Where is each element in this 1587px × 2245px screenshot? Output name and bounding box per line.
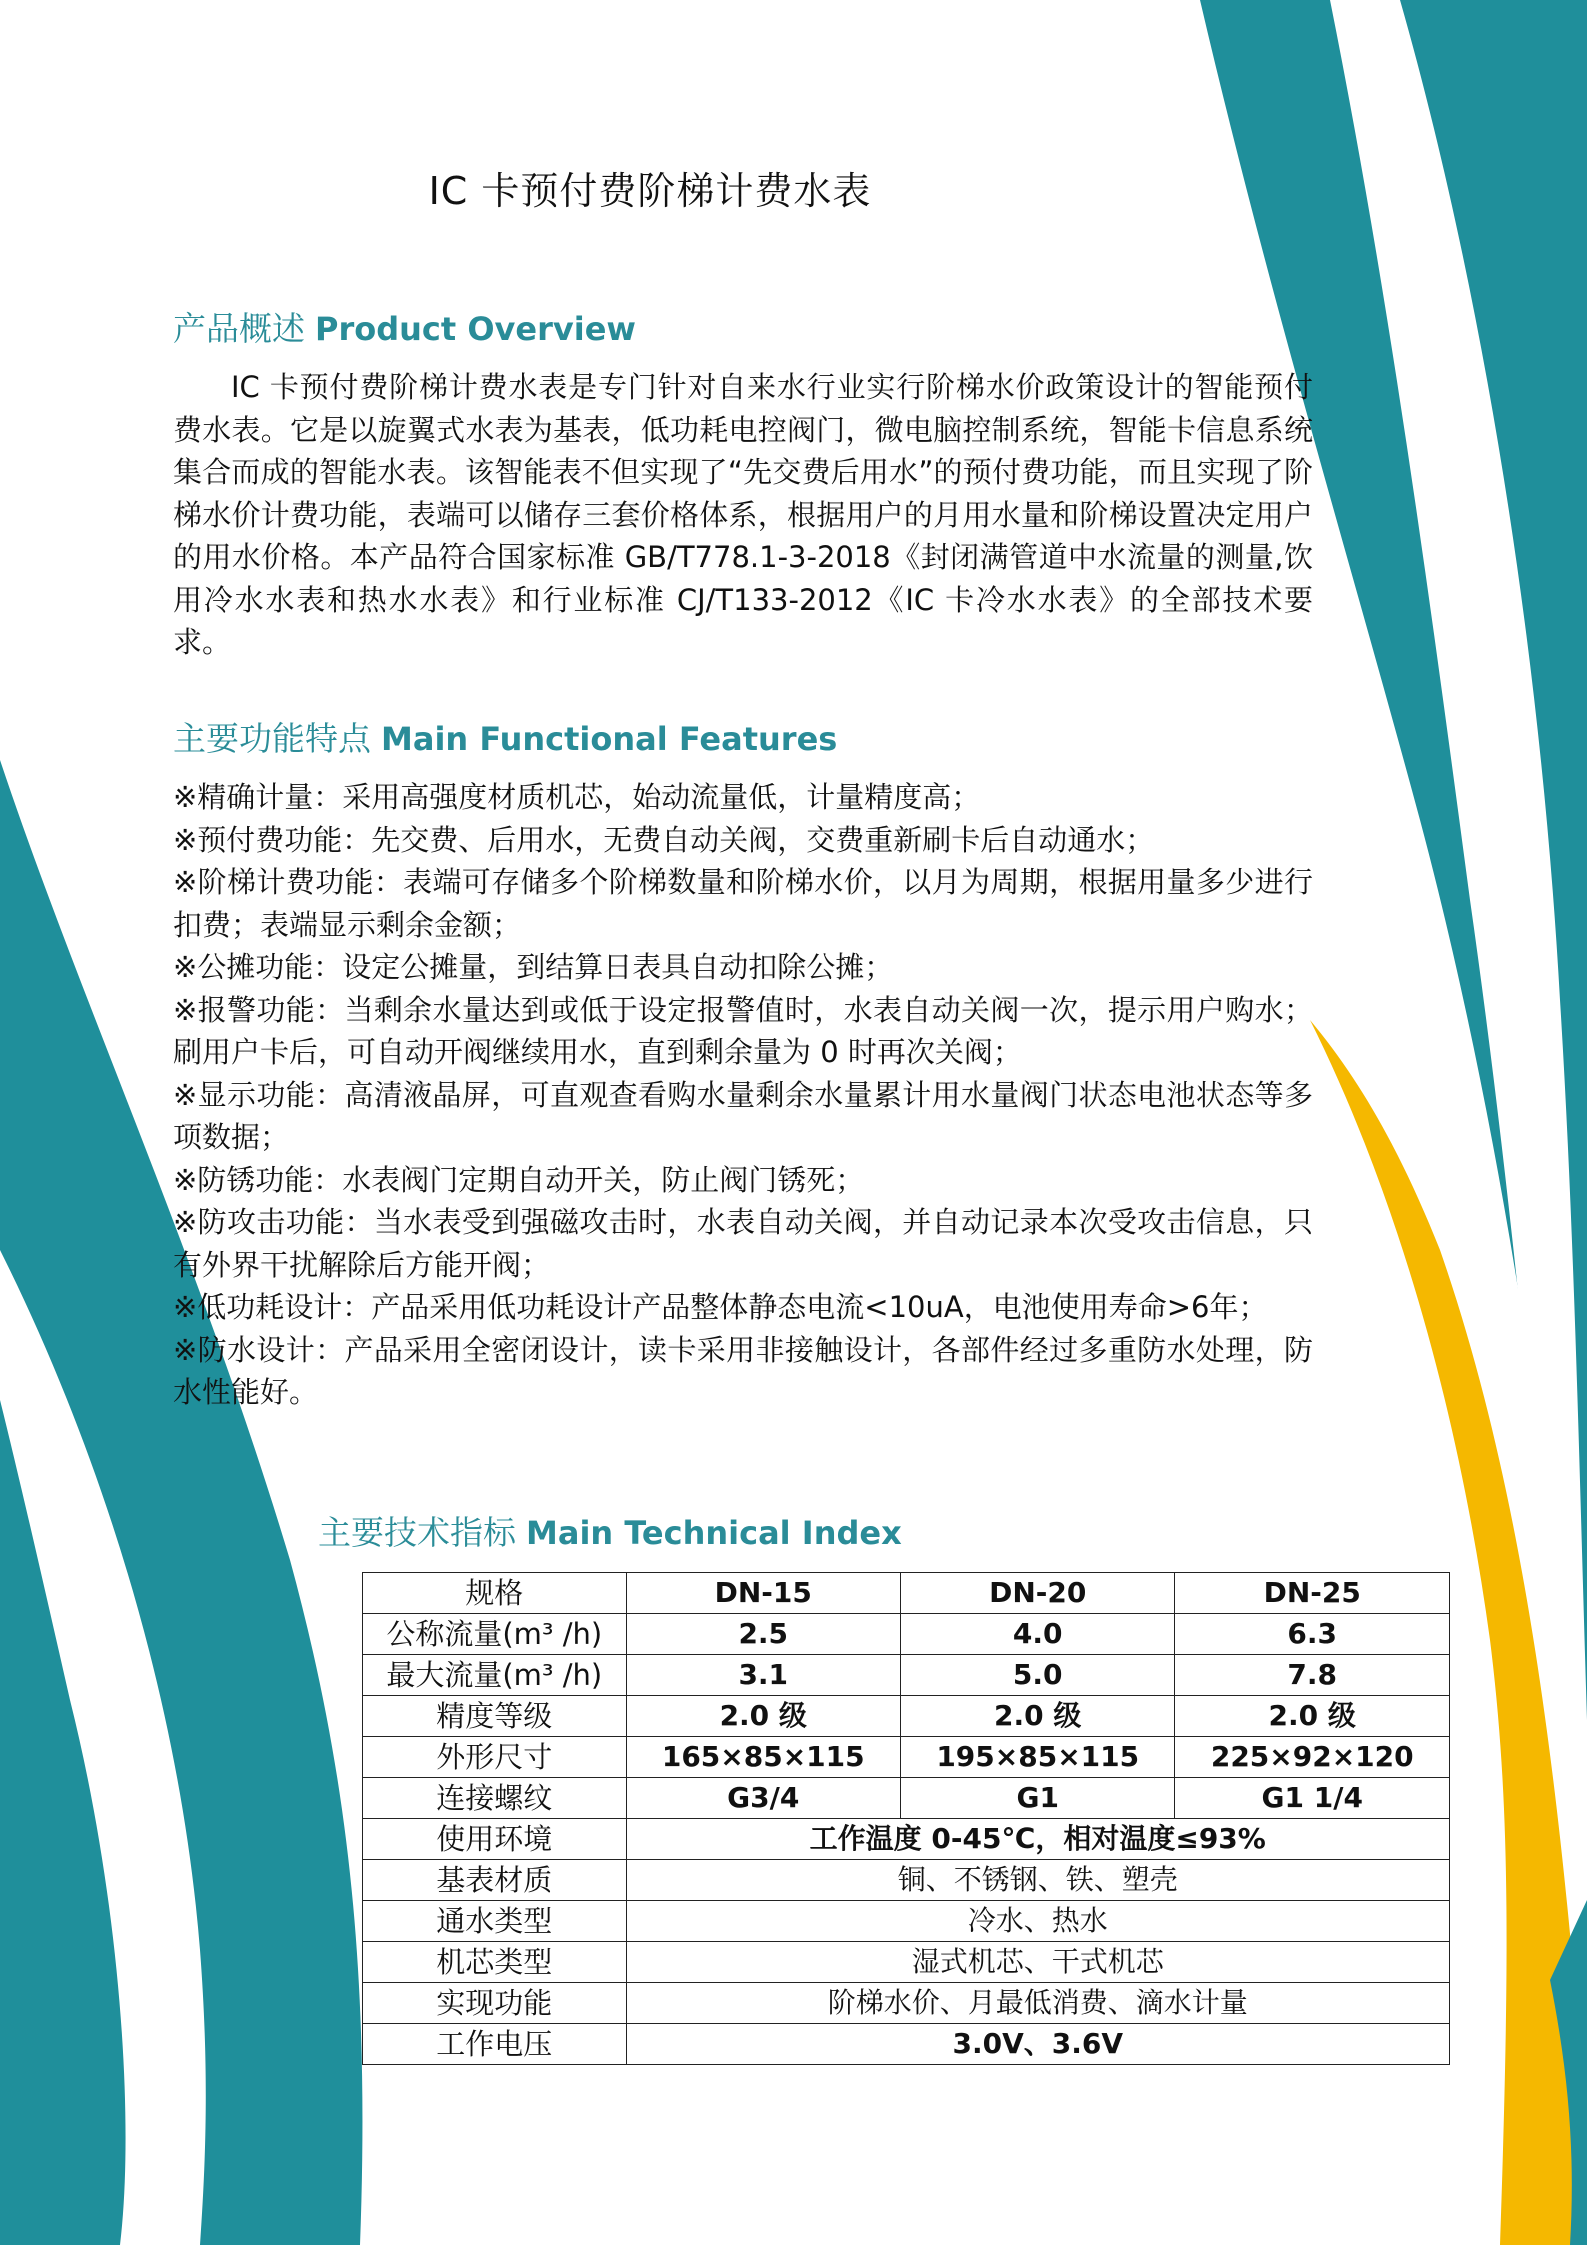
- row-label: 实现功能: [363, 1983, 627, 2024]
- feature-item: ※公摊功能：设定公摊量，到结算日表具自动扣除公摊；: [173, 950, 894, 984]
- table-header-row: [363, 1573, 1450, 1614]
- row-label: 外形尺寸: [363, 1737, 627, 1778]
- table-cell: 铜、不锈钢、铁、塑壳: [626, 1860, 1450, 1901]
- features-list: [173, 776, 1313, 1414]
- table-cell: 3.1: [626, 1655, 900, 1696]
- table-cell: 225×92×120: [1175, 1737, 1450, 1778]
- table-row: [363, 2024, 1450, 2065]
- table-cell: 2.0 级: [626, 1696, 900, 1737]
- row-label: 使用环境: [363, 1819, 627, 1860]
- feature-item: ※精确计量：采用高强度材质机芯，始动流量低，计量精度高；: [173, 780, 981, 814]
- row-label: 工作电压: [363, 2024, 627, 2065]
- technical-heading: [318, 1507, 902, 1554]
- feature-item: ※防锈功能：水表阀门定期自动开关，防止阀门锈死；: [173, 1162, 865, 1197]
- table-row: [363, 1860, 1450, 1901]
- overview-heading-en: Product Overview: [315, 310, 636, 348]
- row-label: 基表材质: [363, 1860, 627, 1901]
- table-row: [363, 1901, 1450, 1942]
- page-title: IC 卡预付费阶梯计费水表: [428, 169, 872, 213]
- feature-item: ※阶梯计费功能：表端可存储多个阶梯数量和阶梯水价，以月为周期，根据用量多少进行扣费；表端显示剩余金额；: [173, 865, 1313, 942]
- table-cell: 湿式机芯、干式机芯: [626, 1942, 1450, 1983]
- table-cell: 冷水、热水: [626, 1901, 1450, 1942]
- header-cell: 规格: [363, 1573, 627, 1614]
- features-heading-en: Main Functional Features: [381, 720, 838, 758]
- row-label: 连接螺纹: [363, 1778, 627, 1819]
- table-cell: 2.0 级: [900, 1696, 1174, 1737]
- table-cell: 7.8: [1175, 1655, 1450, 1696]
- table-row: [363, 1655, 1450, 1696]
- table-row: [363, 1737, 1450, 1778]
- table-row: [363, 1819, 1450, 1860]
- table-cell: 6.3: [1175, 1614, 1450, 1655]
- header-cell: DN-20: [900, 1573, 1174, 1614]
- table-row: [363, 1942, 1450, 1983]
- feature-item: ※防水设计：产品采用全密闭设计，读卡采用非接触设计，各部件经过多重防水处理，防水性能好。: [173, 1332, 1313, 1409]
- overview-paragraph: IC 卡预付费阶梯计费水表是专门针对自来水行业实行阶梯水价政策设计的智能预付费水表。它是以旋翼式水表为基表，低功耗电控阀门，微电脑控制系统，智能卡信息系统集合而成的智能水表。该智能表不但实现了“先交费后用水”的预付费功能，而且实现了阶梯水价计费功能，表端可以储存三套价格体系，根据用户的月用水量和阶梯设置决定用户的用水价格。本产品符合国家标准 GB/T778.1-3-2018《封闭满管道中水流量的测量,饮用冷水水表和热水水表》和行业标准 CJ/T133-2012《IC 卡冷水水表》的全部技术要求。: [173, 370, 1313, 659]
- table-cell: 2.5: [626, 1614, 900, 1655]
- table-cell: G3/4: [626, 1778, 900, 1819]
- technical-heading-en: Main Technical Index: [526, 1514, 902, 1552]
- feature-item: ※报警功能：当剩余水量达到或低于设定报警值时，水表自动关阀一次，提示用户购水；刷用户卡后，可自动开阀继续用水，直到剩余量为 0 时再次关阀；: [173, 992, 1313, 1069]
- table-row: [363, 1983, 1450, 2024]
- table-row: [363, 1696, 1450, 1737]
- table-row: [363, 1614, 1450, 1655]
- row-label: 公称流量(m³ /h): [363, 1614, 627, 1655]
- row-label: 通水类型: [363, 1901, 627, 1942]
- table-cell: 5.0: [900, 1655, 1174, 1696]
- row-label: 精度等级: [363, 1696, 627, 1737]
- table-cell: G1 1/4: [1175, 1778, 1450, 1819]
- overview-heading: [173, 303, 636, 350]
- feature-item: ※防攻击功能：当水表受到强磁攻击时，水表自动关阀，并自动记录本次受攻击信息，只有外界干扰解除后方能开阀；: [173, 1205, 1313, 1282]
- table-cell: 2.0 级: [1175, 1696, 1450, 1737]
- table-row: [363, 1778, 1450, 1819]
- row-label: 机芯类型: [363, 1942, 627, 1983]
- table-cell: 工作温度 0-45℃，相对温度≤93%: [626, 1819, 1450, 1860]
- technical-spec-table: [362, 1572, 1450, 2065]
- table-cell: 3.0V、3.6V: [626, 2024, 1450, 2065]
- technical-heading-cn: 主要技术指标: [318, 1513, 516, 1552]
- overview-heading-cn: 产品概述: [173, 309, 305, 348]
- features-heading-cn: 主要功能特点: [173, 719, 371, 758]
- header-cell: DN-25: [1175, 1573, 1450, 1614]
- table-cell: 195×85×115: [900, 1737, 1174, 1778]
- row-label: 最大流量(m³ /h): [363, 1655, 627, 1696]
- table-cell: 阶梯水价、月最低消费、滴水计量: [626, 1983, 1450, 2024]
- header-cell: DN-15: [626, 1573, 900, 1614]
- table-cell: 4.0: [900, 1614, 1174, 1655]
- table-cell: 165×85×115: [626, 1737, 900, 1778]
- table-cell: G1: [900, 1778, 1174, 1819]
- feature-item: ※低功耗设计：产品采用低功耗设计产品整体静态电流<10uA，电池使用寿命>6年；: [173, 1290, 1268, 1324]
- feature-item: ※显示功能：高清液晶屏，可直观查看购水量剩余水量累计用水量阀门状态电池状态等多项数据；: [173, 1077, 1313, 1154]
- feature-item: ※预付费功能：先交费、后用水，无费自动关阀，交费重新刷卡后自动通水；: [173, 822, 1155, 857]
- features-heading: [173, 713, 837, 760]
